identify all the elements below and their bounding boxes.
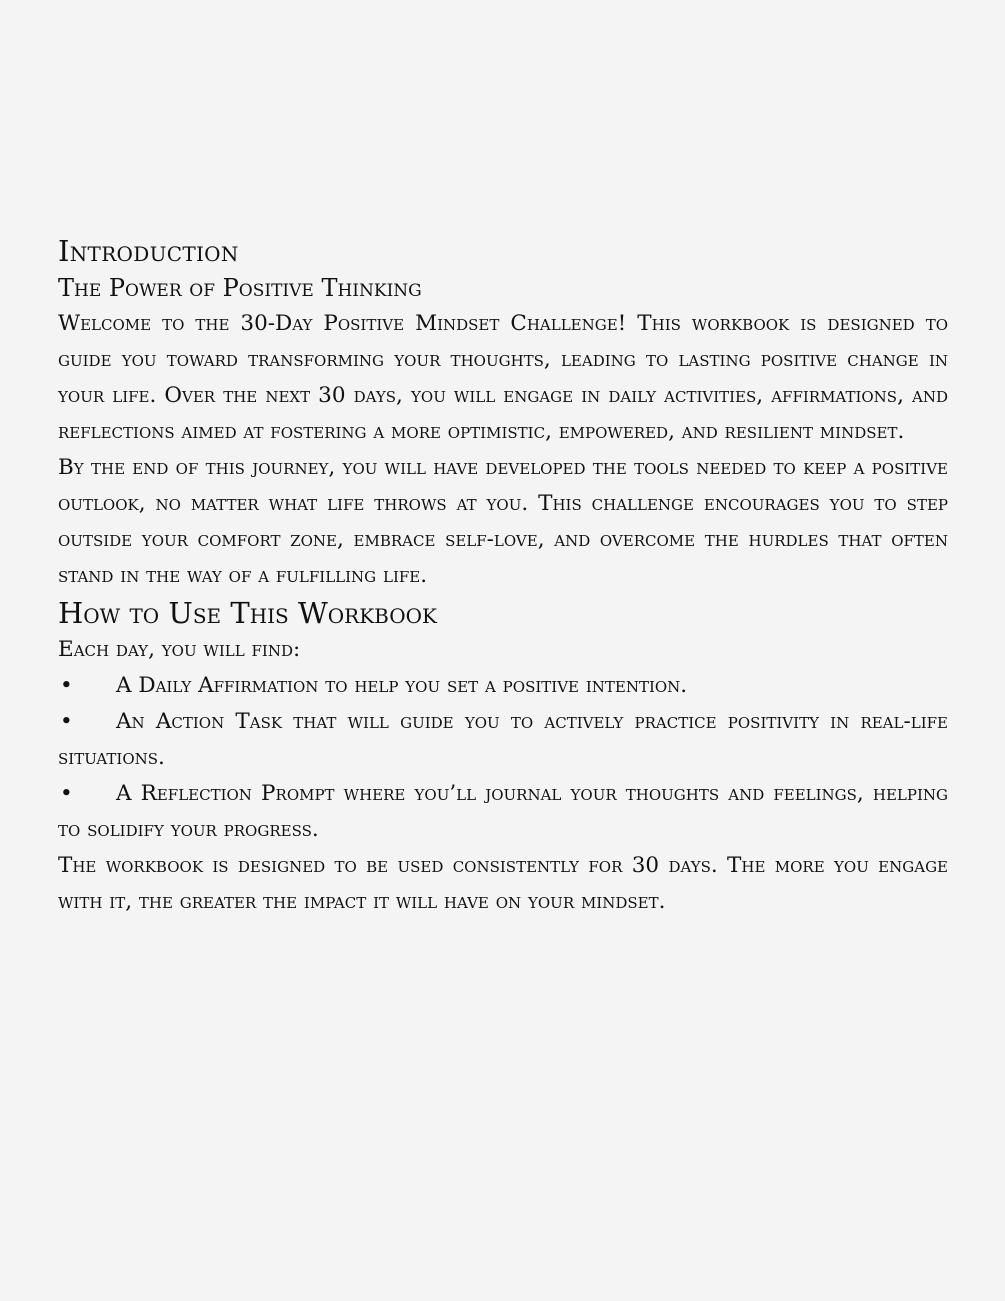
lead-in: Each day, you will find: xyxy=(58,637,301,662)
document-page xyxy=(58,232,948,920)
bullet-text: A Daily Affirmation to help you set a positive intention. xyxy=(116,673,688,698)
bullet-item-reflection xyxy=(58,776,948,848)
intro-heading: Introduction xyxy=(58,234,239,268)
bullet-item-affirmation xyxy=(58,668,948,704)
subtitle: The Power of Positive Thinking xyxy=(58,274,422,302)
bullet-item-action-task xyxy=(58,704,948,776)
section-heading: How to Use This Workbook xyxy=(58,596,437,630)
bullet-text: A Reflection Prompt where you’ll journal your thoughts and feelings, helping to solidify your progress. xyxy=(58,781,948,842)
paragraph-journey: By the end of this journey, you will have developed the tools needed to keep a positive outlook, no matter what life throws at you. This challenge encourages you to step outside your comfort zone, embrace self-love, and overcome the hurdles that often stand in the way of a fulfilling life. xyxy=(58,455,948,588)
bullet-icon: • xyxy=(60,709,73,734)
bullet-icon: • xyxy=(60,673,73,698)
paragraph-closing: The workbook is designed to be used consistently for 30 days. The more you engage with it, the greater the impact it will have on your mindset. xyxy=(58,853,948,914)
bullet-icon: • xyxy=(60,781,73,806)
bullet-text: An Action Task that will guide you to actively practice positivity in real-life situations. xyxy=(58,709,948,770)
paragraph-welcome: Welcome to the 30-Day Positive Mindset Challenge! This workbook is designed to guide you toward transforming your thoughts, leading to lasting positive change in your life. Over the next 30 days, you will engage in daily activities, affirmations, and reflections aimed at fostering a more optimistic, empowered, and resilient mindset. xyxy=(58,311,948,444)
